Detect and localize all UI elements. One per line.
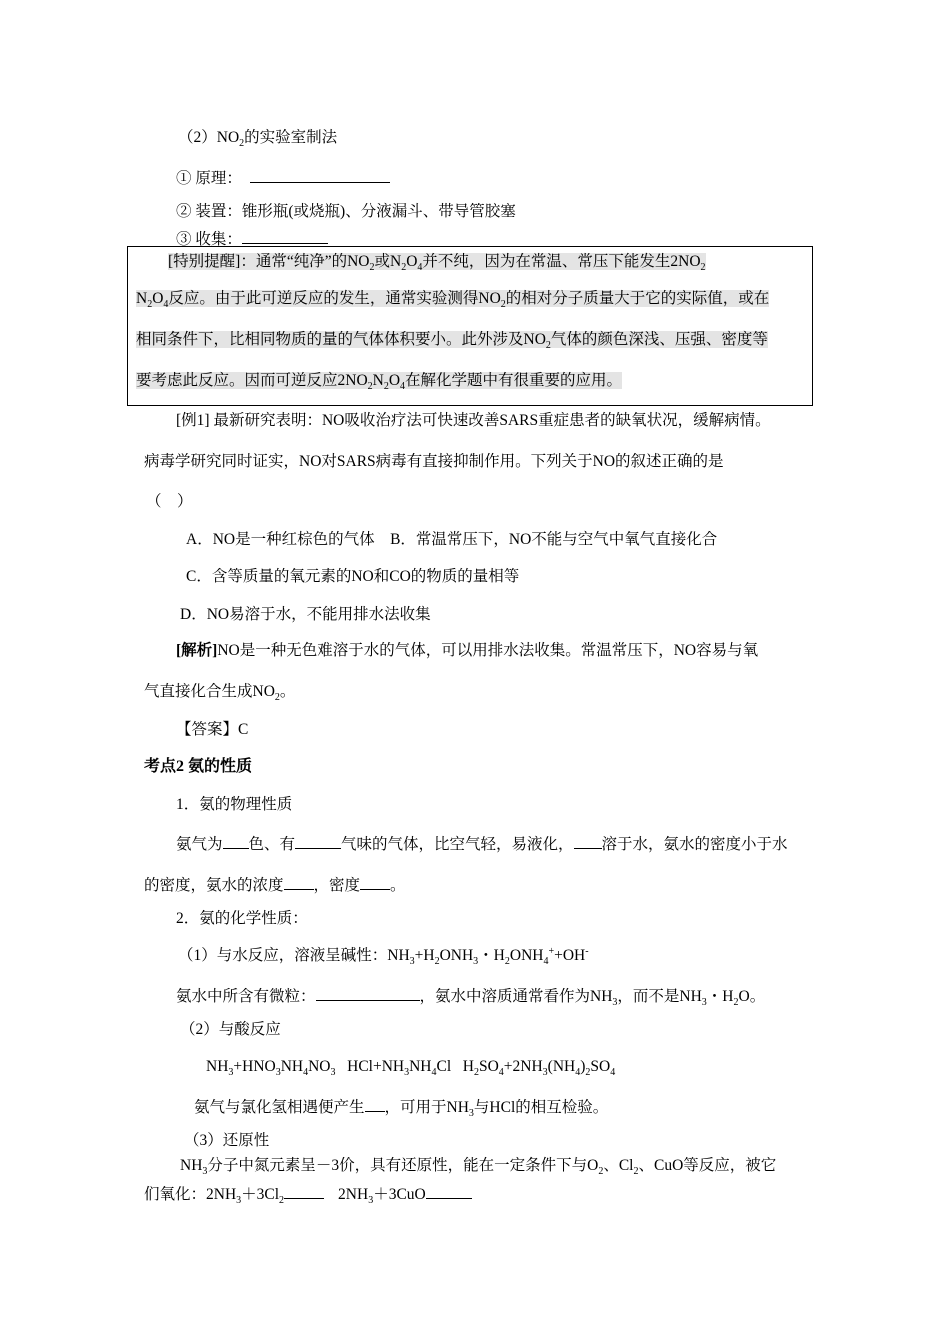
ammonia-water-particles: 氨水中所含有微粒： ，氨水中溶质通常看作为$NH_3$，而不是$NH_3$・$H_2O$。	[176, 984, 765, 1007]
apparatus-line: ② 装置：锥形瓶(或烧瓶)、分液漏斗、带导管胶塞	[176, 203, 516, 220]
reducibility-title: （3）还原性	[184, 1132, 270, 1149]
example-bracket: （ ）	[146, 493, 193, 510]
reducibility-line-2: 们氧化：$2NH_3+3Cl_2$ $2NH_3+3CuO$	[144, 1182, 472, 1205]
reminder-line-1: [特别提醒]：通常“纯净”的$NO_2$或$N_2O_4$并不纯，因为在常温、常压下能发生$2NO_2$	[168, 253, 706, 274]
reminder-line-2: $N_2O_4$反应。由于此可逆反应的发生，通常实验测得$NO_2$的相对分子质量大于它的实际值，或在	[136, 290, 770, 311]
analysis-line-2: 气直接化合生成$NO_2$。	[144, 683, 296, 704]
reducibility-line-1: $NH_3$分子中氮元素呈－3价，具有还原性，能在一定条件下与$O_2$、$Cl_2$、CuO等反应，被它	[180, 1157, 777, 1178]
example-line-2: 病毒学研究同时证实，NO对SARS病毒有直接抑制作用。下列关于NO的叙述正确的是	[144, 453, 724, 470]
chemical-props-title: 2．氨的化学性质：	[176, 910, 308, 927]
smoke-blank[interactable]	[365, 1095, 385, 1112]
section-heading: 考点2 氨的性质	[144, 758, 253, 775]
water-reaction: （1）与水反应，溶液呈碱性：$NH_3+H_2ONH_3$・$H_2ONH_4^++OH^-$	[178, 945, 589, 968]
solubility-blank[interactable]	[574, 832, 602, 849]
principle-line: ① 原理：	[176, 166, 390, 189]
acid-reaction-title: （2）与酸反应	[180, 1021, 281, 1038]
concentration-blank[interactable]	[284, 873, 314, 890]
collection-line: ③ 收集：	[176, 227, 328, 250]
physical-props-line-2: 的密度，氨水的浓度 ，密度 。	[144, 873, 406, 896]
no2-prep-title: $(2)NO_2$的实验室制法	[178, 129, 338, 150]
answer: 【答案】C	[176, 721, 249, 738]
principle-blank[interactable]	[250, 166, 390, 183]
analysis-line-1: [解析]NO是一种无色难溶于水的气体，可以用排水法收集。常温常压下，NO容易与氧	[176, 642, 759, 659]
reminder-line-3: 相同条件下，比相同物质的量的气体体积要小。此外涉及$NO_2$气体的颜色深浅、压强、密度等	[136, 331, 768, 352]
physical-props-line-1: 氨气为 色、有 气味的气体，比空气轻，易液化， 溶于水，氨水的密度小于水	[176, 832, 788, 855]
physical-props-title: 1．氨的物理性质	[176, 796, 293, 813]
example-line-1: [例1] 最新研究表明：NO吸收治疗法可快速改善SARS重症患者的缺氧状况，缓解病情。	[176, 412, 771, 429]
density-blank[interactable]	[360, 873, 390, 890]
odor-blank[interactable]	[295, 832, 341, 849]
cl2-product-blank[interactable]	[284, 1182, 324, 1199]
color-blank[interactable]	[223, 832, 249, 849]
hcl-test-line: 氨气与氯化氢相遇便产生 ，可用于$NH_3$与HCl的相互检验。	[194, 1095, 608, 1118]
particles-blank[interactable]	[316, 984, 420, 1001]
reminder-line-4: 要考虑此反应。因而可逆反应$2NO_2N_2O_4$在解化学题中有很重要的应用。	[136, 372, 623, 393]
option-c: C．含等质量的氧元素的NO和CO的物质的量相等	[186, 568, 520, 585]
collection-blank[interactable]	[242, 227, 328, 244]
option-d: D．NO易溶于水，不能用排水法收集	[180, 606, 431, 623]
option-a-b: A．NO是一种红棕色的气体 B．常温常压下，NO不能与空气中氧气直接化合	[186, 531, 718, 548]
cuo-product-blank[interactable]	[426, 1182, 472, 1199]
acid-reaction-equations: $NH_3+HNO_3NH_4NO_3$ $HCl+NH_3NH_4Cl$ $H_2SO_4+2NH_3(NH_4)_2SO_4$	[206, 1058, 616, 1079]
